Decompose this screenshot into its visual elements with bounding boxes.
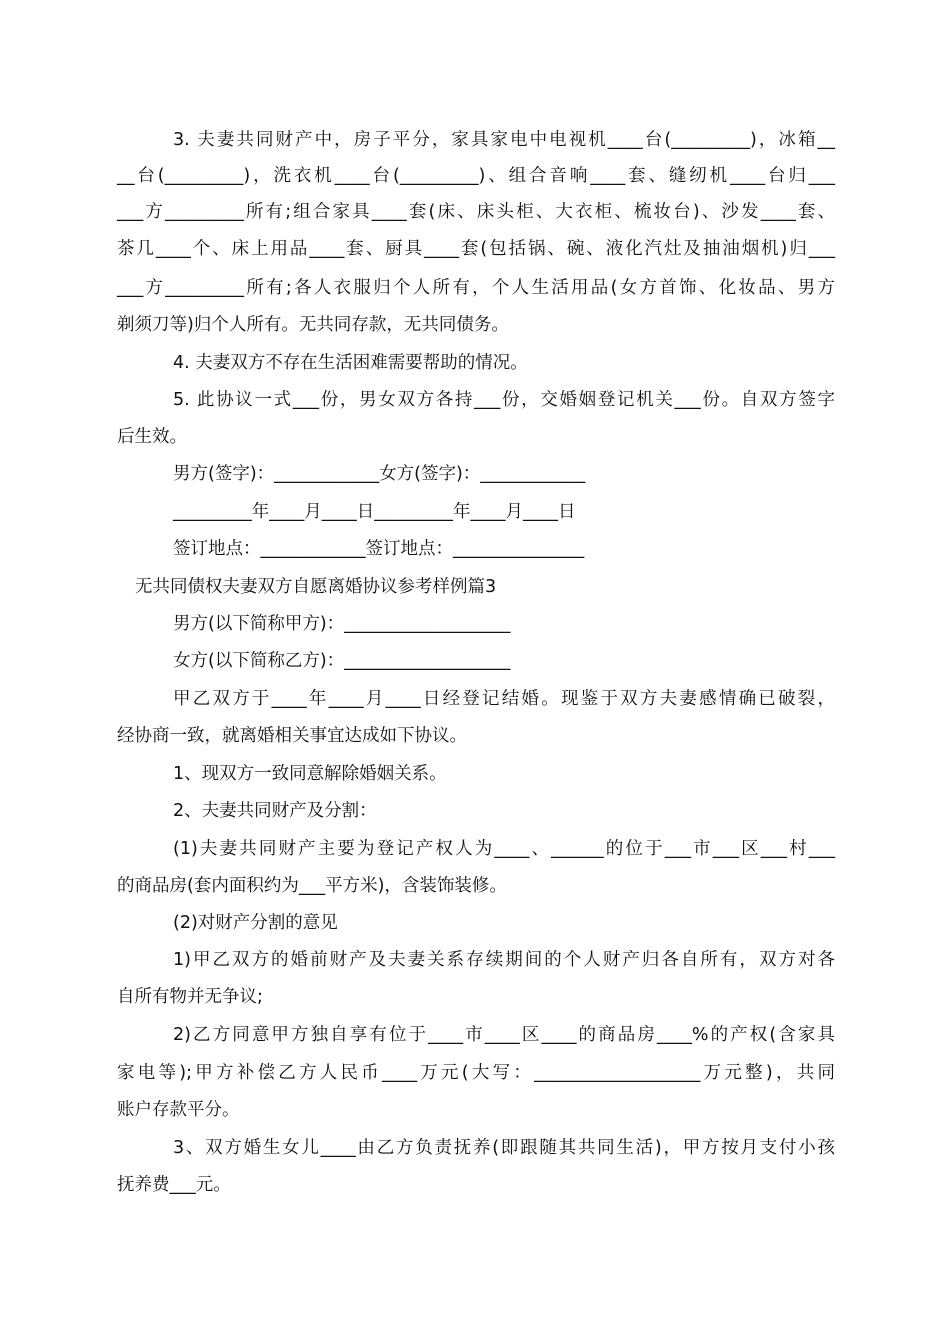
article-3-line-2: 抚养费___元。 [117, 1175, 231, 1195]
clause-3-line-3: ___方_________所有;组合家具____套(床、床头柜、大衣柜、梳妆台)、沙发____套、 [117, 202, 835, 222]
clause-3-line-6: 剃须刀等)归个人所有。无共同存款，无共同债务。 [117, 315, 509, 335]
date-line: _________年____月____日_________年____月____日 [173, 502, 576, 522]
item-1-line-2: 自所有物并无争议; [117, 987, 263, 1007]
clause-3-line-2: __台(_________)，洗衣机____台(_________)、组合音响____套、缝纫机____台归___ [117, 166, 835, 186]
clause-3-line-1: 3. 夫妻共同财产中，房子平分，家具家电中电视机____台(_________)，冰箱__ [173, 130, 835, 150]
item-1-line-1: 1)甲乙双方的婚前财产及夫妻关系存续期间的个人财产归各自所有，双方对各 [173, 950, 835, 970]
party-a-line: 男方(以下简称甲方)：___________________ [173, 614, 511, 634]
item-2-line-2: 家电等);甲方补偿乙方人民币____万元(大写：___________________万元整)，共同 [117, 1063, 835, 1083]
clause-5-line-2: 后生效。 [117, 427, 187, 447]
section-title: 无共同债权夫妻双方自愿离婚协议参考样例篇3 [135, 577, 497, 597]
article-2-1-line-1: (1)夫妻共同财产主要为登记产权人为____、______的位于___市___区___村___ [173, 839, 835, 859]
party-b-line: 女方(以下简称乙方)：___________________ [173, 651, 511, 671]
signing-place-line: 签订地点：____________签订地点：_______________ [173, 539, 585, 559]
article-2-2-heading: (2)对财产分割的意见 [173, 913, 338, 933]
clause-3-line-4: 茶几____个、床上用品____套、厨具____套(包括锅、碗、液化汽灶及抽油烟机)归___ [117, 239, 835, 259]
preamble-line-2: 经协商一致，就离婚相关事宜达成如下协议。 [117, 726, 467, 746]
clause-3-line-5: ___方_________所有;各人衣服归个人所有，个人生活用品(女方首饰、化妆品、男方 [117, 278, 835, 298]
article-2-heading: 2、夫妻共同财产及分割： [173, 801, 377, 821]
preamble-line-1: 甲乙双方于____年____月____日经登记结婚。现鉴于双方夫妻感情确已破裂， [173, 689, 835, 709]
clause-4: 4. 夫妻双方不存在生活困难需要帮助的情况。 [173, 353, 528, 373]
clause-5-line-1: 5. 此协议一式___份，男女双方各持___份，交婚姻登记机关___份。自双方签字 [173, 390, 835, 410]
article-1: 1、现双方一致同意解除婚姻关系。 [173, 764, 447, 784]
signature-line: 男方(签字)：____________女方(签字)：____________ [173, 464, 586, 484]
article-3-line-1: 3、双方婚生女儿____由乙方负责抚养(即跟随其共同生活)，甲方按月支付小孩 [173, 1138, 835, 1158]
item-2-line-3: 账户存款平分。 [117, 1100, 240, 1120]
item-2-line-1: 2)乙方同意甲方独自享有位于____市____区____的商品房____%的产权(含家具 [173, 1025, 835, 1045]
article-2-1-line-2: 的商品房(套内面积约为___平方米)，含装饰装修。 [117, 876, 507, 896]
